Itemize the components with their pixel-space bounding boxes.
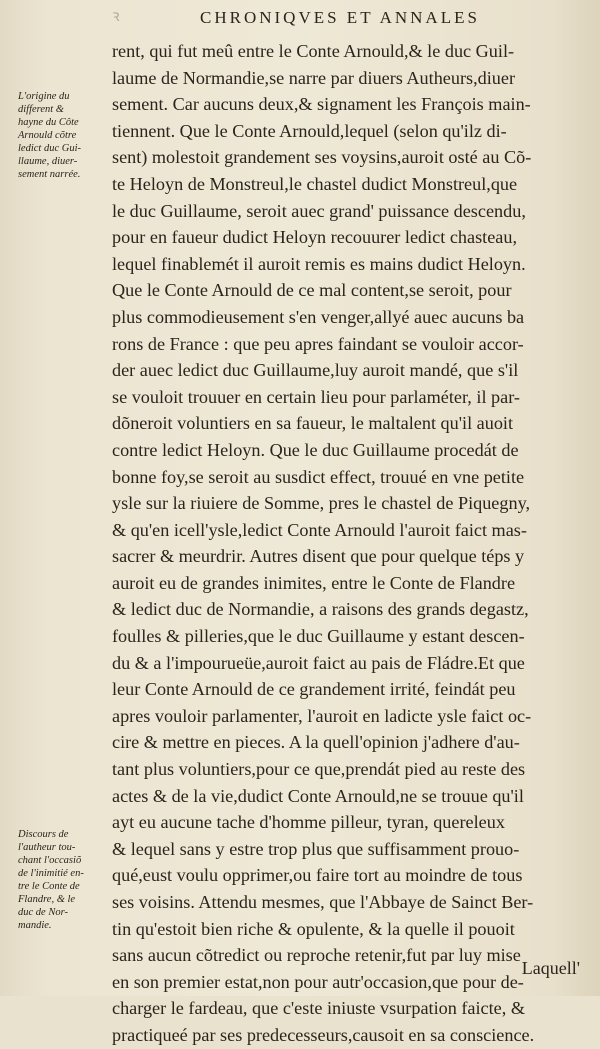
catchword: Laquell' [521,958,580,978]
running-header: CHRONIQVES ET ANNALES [200,8,480,27]
text-line: sacrer & meurdrir. Autres disent que pour quelque téps y [112,546,525,567]
text-line: en son premier estat,non pour autr'occasion,que pour de- [112,971,524,992]
text-line: sans aucun cõtredict ou reproche retenir,fut par luy mise [112,945,521,966]
margin-note-line: L'origine du [18,91,70,102]
text-line: cire & mettre en pieces. A la quell'opinion j'adhere d'au- [112,732,520,753]
text-line: pour en faueur dudict Heloyn recouurer ledict chasteau, [112,227,518,248]
text-line: ayt eu aucune tache d'homme pilleur, tyran, quereleux [112,812,505,833]
text-line: rent, qui fut meû entre le Conte Arnould,& le duc Guil- [112,41,515,61]
text-line: du & a l'impourueüe,auroit faict au pais de Fládre.Et que [112,652,525,673]
text-line: tiennent. Que le Conte Arnould,lequel (selon qu'ilz di- [112,120,507,141]
text-line: tant plus voluntiers,pour ce que,prendát pied au reste des [112,759,526,780]
text-line: laume de Normandie,se narre par diuers Autheurs,diuer [112,67,516,88]
text-line: rons de France : que peu apres faindant se vouloir accor- [112,333,524,354]
text-line: bonne foy,se seroit au susdict effect, trouué en vne petite [112,466,525,487]
text-line: contre ledict Heloyn. Que le duc Guillaume procedát de [112,439,519,460]
margin-note-line: Arnould cõtre [18,130,77,141]
text-line: & qu'en icell'ysle,ledict Conte Arnould l'auroit faict mas- [112,519,527,540]
text-line: Que le Conte Arnould de ce mal content,se seroit, pour [112,280,512,301]
margin-note-line: duc de Nor- [18,907,68,918]
text-line: der auec ledict duc Guillaume,luy auroit mandé, que s'il [112,360,519,381]
text-line: auroit eu de grandes inimites, entre le Conte de Flandre [112,572,516,593]
text-line: & ledict duc de Normandie, a raisons des grands degastz, [112,599,529,620]
text-line: practiqueé par ses predecesseurs,causoit en sa conscience. [112,1024,535,1045]
text-line: leur Conte Arnould de ce grandement irrité, feindát peu [112,679,516,700]
margin-note-line: ledict duc Gui- [18,143,81,154]
text-line: se vouloit trouuer en certain lieu pour parlaméter, il par- [112,386,520,407]
text-line: ses voisins. Attendu mesmes, que l'Abbaye de Sainct Ber- [112,892,534,912]
text-line: te Heloyn de Monstreul,le chastel dudict Monstreul,que [112,173,518,194]
text-line: plus commodieusement s'en venger,allyé auec aucuns ba [112,306,525,327]
margin-note-line: Flandre, & le [18,894,76,905]
text-line: ysle sur la riuiere de Somme, pres le chastel de Piquegny, [112,493,531,514]
text-line: tin qu'estoit bien riche & opulente, & la quelle il pouoit [112,918,515,939]
margin-note-line: chant l'occasiõ [18,855,82,866]
margin-note-line: sement narrée. [18,169,81,180]
text-line: charger le fardeau, que c'este iniuste vsurpation faicte, & [112,998,525,1019]
text-line: actes & de la vie,dudict Conte Arnould,ne se trouue qu'il [112,785,524,806]
text-line: dõneroit voluntiers en sa faueur, le maltalent qu'il auoit [112,413,514,434]
text-line: le duc Guillaume, seroit auec grand' puissance descendu, [112,200,526,221]
text-line: sent) molestoit grandement ses voysins,auroit osté au Cõ- [112,147,532,168]
margin-note-line: tre le Conte de [18,881,80,892]
body-text [112,38,582,1049]
margin-note-line: different & [18,104,64,115]
text-line: sement. Car aucuns deux,& signament les François main- [112,94,531,115]
text-line: apres vouloir parlamenter, l'auroit en ladicte ysle faict oc- [112,705,532,726]
text-line: & lequel sans y estre trop plus que suffisamment prouo- [112,838,520,859]
margin-note-discourse [18,828,112,932]
text-line: qué,eust voulu opprimer,ou faire tort au moindre de tous [112,865,523,886]
margin-note-line: mandie. [18,920,52,931]
margin-note-line: hayne du Côte [18,117,79,128]
margin-note-line: de l'inimitié en- [18,868,84,879]
text-line: lequel finablemét il auroit remis es mains dudict Heloyn. [112,253,526,274]
margin-note-line: Discours de [18,829,69,840]
margin-note-origin [18,90,112,181]
text-line: foulles & pilleries,que le duc Guillaume y estant descen- [112,626,525,647]
bleed-through-mark: ꝛ [112,8,120,25]
margin-note-line: l'autheur tou- [18,842,76,853]
margin-note-line: llaume, diuer- [18,156,78,167]
